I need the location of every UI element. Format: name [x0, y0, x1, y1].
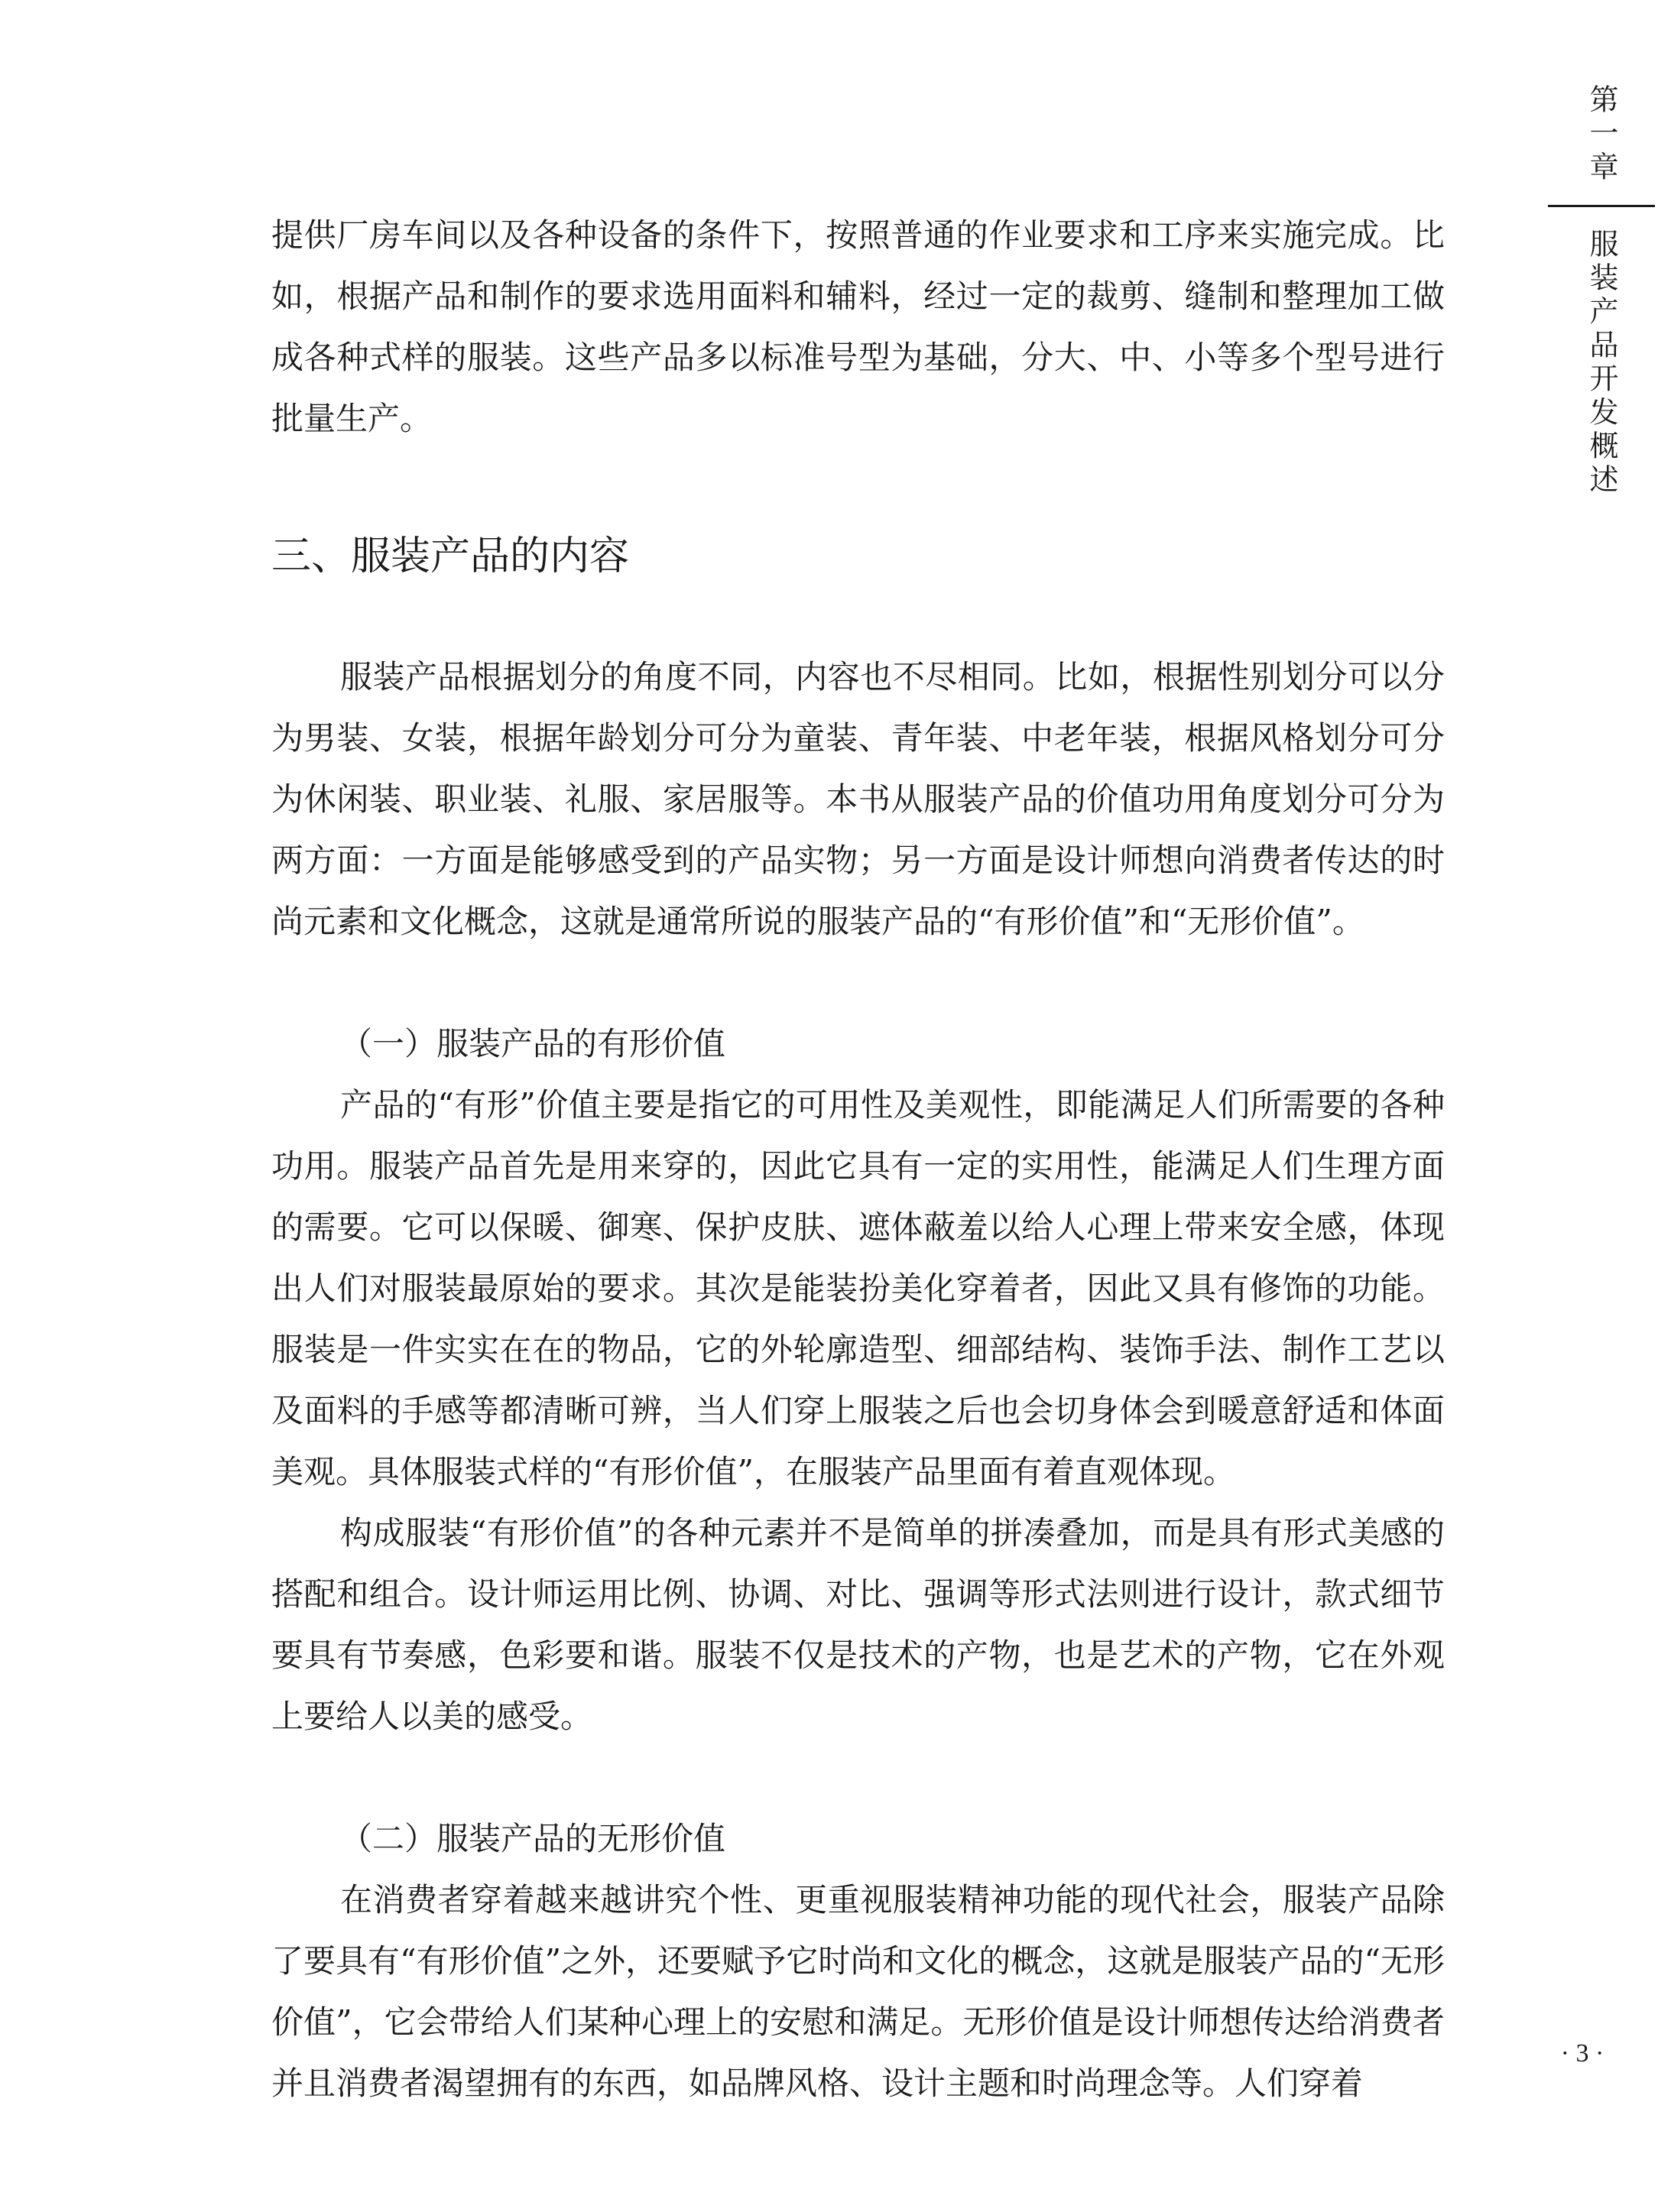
- spacer: [271, 449, 1445, 526]
- chapter-label: 第一章: [1585, 84, 1618, 185]
- section-heading: 三、服装产品的内容: [271, 534, 630, 579]
- spacer: [271, 1747, 1445, 1808]
- running-head: [1559, 84, 1643, 498]
- chapter-title: 服装产品开发概述: [1585, 229, 1618, 498]
- tangible-paragraph-1: 产品的“有形”价值主要是指它的可用性及美观性，即能满足人们所需要的各种功用。服装产品首先是用来穿的，因此它具有一定的实用性，能满足人们生理方面的需要。它可以保暖、御寒、保护皮肤、遮体蔽羞以给人心理上带来安全感，体现出人们对服装最原始的要求。其次是能装扮美化穿着者，因此又具有修饰的功能。服装是一件实实在在的物品，它的外轮廓造型、细部结构、装饰手法、制作工艺以及面料的手感等都清晰可辨，当人们穿上服装之后也会切身体会到暖意舒适和体面美观。具体服装式样的“有形价值”，在服装产品里面有着直观体现。: [271, 1086, 1445, 1490]
- subsection-heading-tangible: （一）服装产品的有形价值: [340, 1025, 726, 1062]
- spacer: [271, 587, 1445, 647]
- spacer: [271, 952, 1445, 1014]
- intro-paragraph: 提供厂房车间以及各种设备的条件下，按照普通的作业要求和工序来实施完成。比如，根据产品和制作的要求选用面料和辅料，经过一定的裁剪、缝制和整理加工做成各种式样的服装。这些产品多以标准号型为基础，分大、中、小等多个型号进行批量生产。: [271, 216, 1445, 437]
- page-number: · 3 ·: [1560, 2039, 1604, 2068]
- subsection-heading-intangible: （二）服装产品的无形价值: [340, 1820, 726, 1857]
- section-paragraph: 服装产品根据划分的角度不同，内容也不尽相同。比如，根据性别划分可以分为男装、女装，根据年龄划分可分为童装、青年装、中老年装，根据风格划分可分为休闲装、职业装、礼服、家居服等。本书从服装产品的价值功用角度划分可分为两方面：一方面是能够感受到的产品实物；另一方面是设计师想向消费者传达的时尚元素和文化概念，这就是通常所说的服装产品的“有形价值”和“无形价值”。: [271, 658, 1445, 940]
- running-head-divider: [1548, 205, 1655, 207]
- intangible-paragraph-1: 在消费者穿着越来越讲究个性、更重视服装精神功能的现代社会，服装产品除了要具有“有形价值”之外，还要赋予它时尚和文化的概念，这就是服装产品的“无形价值”，它会带给人们某种心理上的安慰和满足。无形价值是设计师想传达给消费者并且消费者渴望拥有的东西，如品牌风格、设计主题和时尚理念等。人们穿着: [271, 1881, 1445, 2102]
- page-body: [271, 205, 1445, 2114]
- tangible-paragraph-2: 构成服装“有形价值”的各种元素并不是简单的拼凑叠加，而是具有形式美感的搭配和组合。设计师运用比例、协调、对比、强调等形式法则进行设计，款式细节要具有节奏感，色彩要和谐。服装不仅是技术的产物，也是艺术的产物，它在外观上要给人以美的感受。: [271, 1514, 1445, 1735]
